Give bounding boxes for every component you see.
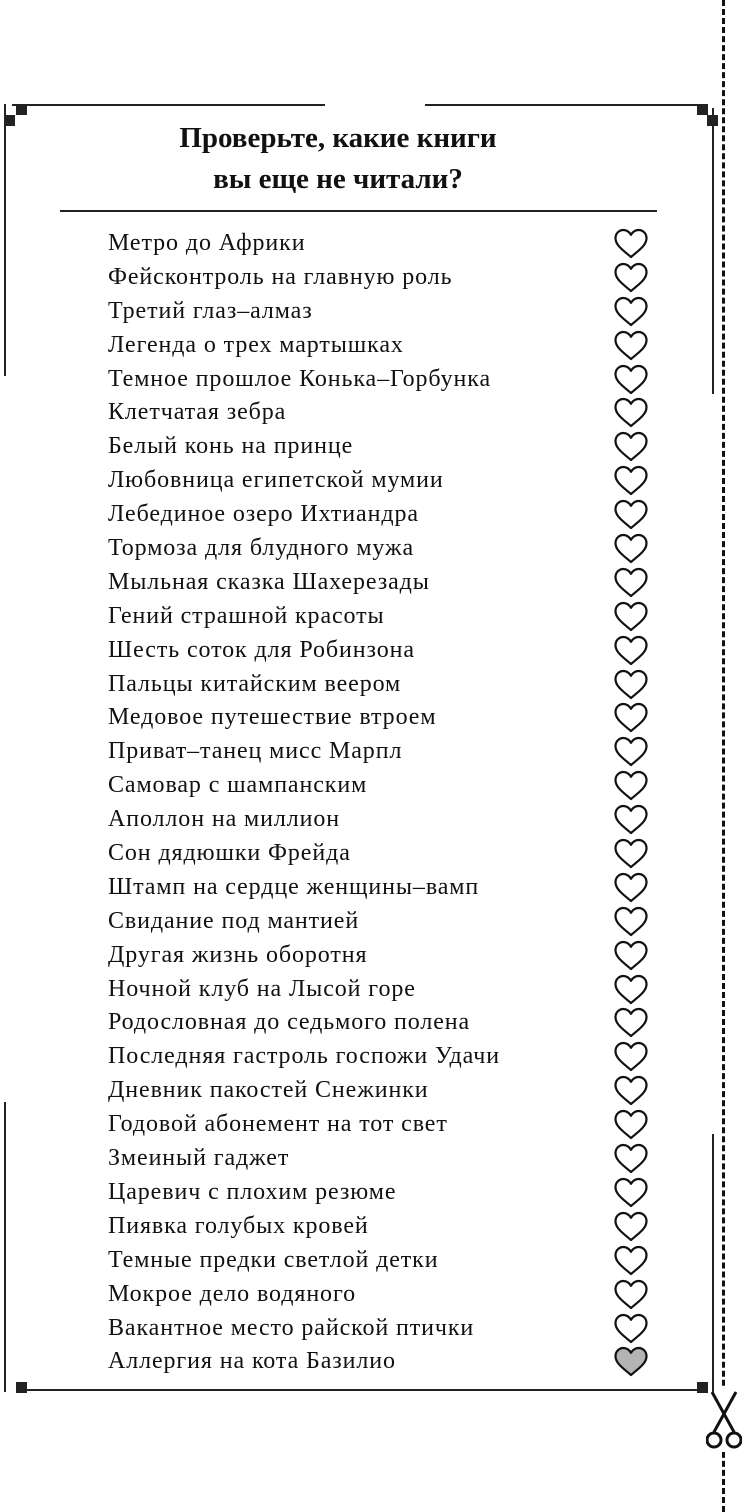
frame-top-right-rule [425, 104, 708, 106]
heart-icon[interactable] [613, 262, 649, 293]
heart-icon[interactable] [613, 1245, 649, 1276]
heart-icon[interactable] [613, 974, 649, 1005]
heart-icon[interactable] [613, 1313, 649, 1344]
heart-icon[interactable] [613, 1177, 649, 1208]
book-list-item [0, 667, 752, 701]
book-list-item [0, 463, 752, 497]
book-list-item [0, 802, 752, 836]
book-list-item [0, 599, 752, 633]
heart-icon[interactable] [613, 533, 649, 564]
heart-filled-icon[interactable] [613, 1346, 649, 1377]
book-title: Клетчатая зебра [108, 399, 287, 426]
heart-icon[interactable] [613, 1143, 649, 1174]
frame-corner-top-right-2 [707, 115, 718, 126]
heart-icon[interactable] [613, 804, 649, 835]
book-list-item [0, 328, 752, 362]
title-line-2: вы еще не читали? [213, 163, 463, 195]
book-list-item [0, 768, 752, 802]
heart-icon[interactable] [613, 872, 649, 903]
frame-corner-top-right [697, 104, 708, 115]
book-title: Пальцы китайским веером [108, 670, 402, 697]
book-title: Темное прошлое Конька–Горбунка [108, 365, 492, 392]
book-list-item [0, 1107, 752, 1141]
book-title: Шесть соток для Робинзона [108, 636, 415, 663]
heart-icon[interactable] [613, 330, 649, 361]
book-title: Лебединое озеро Ихтиандра [108, 501, 419, 528]
book-list-item [0, 226, 752, 260]
frame-corner-top-left-2 [16, 104, 27, 115]
book-title: Мокрое дело водяного [108, 1280, 357, 1307]
book-title: Свидание под мантией [108, 907, 360, 934]
book-title: Мыльная сказка Шахерезады [108, 568, 430, 595]
book-list-item [0, 938, 752, 972]
scissors-icon [706, 1388, 742, 1452]
book-list-item [0, 633, 752, 667]
book-list-item [0, 497, 752, 531]
book-title: Другая жизнь оборотня [108, 941, 368, 968]
book-title: Белый конь на принце [108, 433, 354, 460]
heart-icon[interactable] [613, 228, 649, 259]
frame-bottom-rule [18, 1389, 708, 1391]
book-title: Метро до Африки [108, 230, 306, 256]
book-title: Легенда о трех мартышках [108, 331, 404, 358]
book-title: Фейсконтроль на главную роль [108, 263, 453, 290]
book-list-item [0, 1175, 752, 1209]
book-list-item [0, 260, 752, 294]
heart-icon[interactable] [613, 296, 649, 327]
heart-icon[interactable] [613, 397, 649, 428]
heart-icon[interactable] [613, 702, 649, 733]
heart-icon[interactable] [613, 770, 649, 801]
heart-icon[interactable] [613, 1007, 649, 1038]
frame-corner-top-left [4, 115, 15, 126]
heart-icon[interactable] [613, 1109, 649, 1140]
heart-icon[interactable] [613, 1075, 649, 1106]
heart-icon[interactable] [613, 499, 649, 530]
frame-top-left-rule [12, 104, 325, 106]
book-title: Ночной клуб на Лысой горе [108, 975, 416, 1002]
book-title: Вакантное место райской птички [108, 1314, 475, 1341]
heart-icon[interactable] [613, 364, 649, 395]
heart-icon[interactable] [613, 1211, 649, 1242]
heart-icon[interactable] [613, 736, 649, 767]
book-title: Самовар с шампанским [108, 772, 368, 799]
book-title: Дневник пакостей Снежинки [108, 1077, 429, 1104]
book-list-item [0, 1005, 752, 1039]
heart-icon[interactable] [613, 1279, 649, 1310]
book-title: Штамп на сердце женщины–вамп [108, 873, 480, 900]
book-title: Последняя гастроль госпожи Удачи [108, 1043, 500, 1070]
book-list-item [0, 1311, 752, 1345]
book-title: Темные предки светлой детки [108, 1246, 439, 1273]
frame-corner-bottom-left [16, 1382, 27, 1393]
book-list-item [0, 565, 752, 599]
book-list-item [0, 904, 752, 938]
heart-icon[interactable] [613, 838, 649, 869]
book-list-item [0, 1277, 752, 1311]
book-list-item [0, 429, 752, 463]
heart-icon[interactable] [613, 431, 649, 462]
heart-icon[interactable] [613, 906, 649, 937]
book-title: Третий глаз–алмаз [108, 297, 313, 324]
title-line-1: Проверьте, какие книги [179, 122, 497, 154]
book-title: Приват–танец мисс Марпл [108, 738, 403, 765]
book-title: Медовое путешествие втроем [108, 704, 437, 731]
heart-icon[interactable] [613, 465, 649, 496]
book-list-item [0, 531, 752, 565]
heart-icon[interactable] [613, 1041, 649, 1072]
book-list-item [0, 700, 752, 734]
heart-icon[interactable] [613, 940, 649, 971]
book-list-item [0, 1209, 752, 1243]
book-list-item [0, 870, 752, 904]
book-title: Родословная до седьмого полена [108, 1009, 471, 1036]
book-list-item [0, 1073, 752, 1107]
book-list-item [0, 972, 752, 1006]
book-title: Змеиный гаджет [108, 1145, 290, 1172]
book-title: Гений страшной красоты [108, 602, 385, 629]
book-list-item [0, 1344, 752, 1378]
book-title: Тормоза для блудного мужа [108, 535, 415, 562]
title-divider [60, 210, 657, 212]
book-list-item [0, 1141, 752, 1175]
book-title: Сон дядюшки Фрейда [108, 840, 351, 867]
heart-icon[interactable] [613, 567, 649, 598]
book-list-item [0, 294, 752, 328]
book-list-item [0, 395, 752, 429]
page-title [60, 118, 616, 200]
book-title: Царевич с плохим резюме [108, 1178, 397, 1205]
frame-corner-bottom-right [697, 1382, 708, 1393]
book-list-item [0, 734, 752, 768]
book-title: Пиявка голубых кровей [108, 1212, 369, 1239]
book-title: Любовница египетской мумии [108, 467, 444, 494]
book-list-item [0, 362, 752, 396]
book-list-item [0, 836, 752, 870]
book-title: Аполлон на миллион [108, 806, 341, 833]
heart-icon[interactable] [613, 601, 649, 632]
book-title: Аллергия на кота Базилио [108, 1348, 396, 1375]
book-list-item [0, 1039, 752, 1073]
book-title: Годовой абонемент на тот свет [108, 1111, 448, 1138]
heart-icon[interactable] [613, 635, 649, 666]
heart-icon[interactable] [613, 669, 649, 700]
book-list-item [0, 1243, 752, 1277]
book-checklist [0, 226, 752, 1378]
